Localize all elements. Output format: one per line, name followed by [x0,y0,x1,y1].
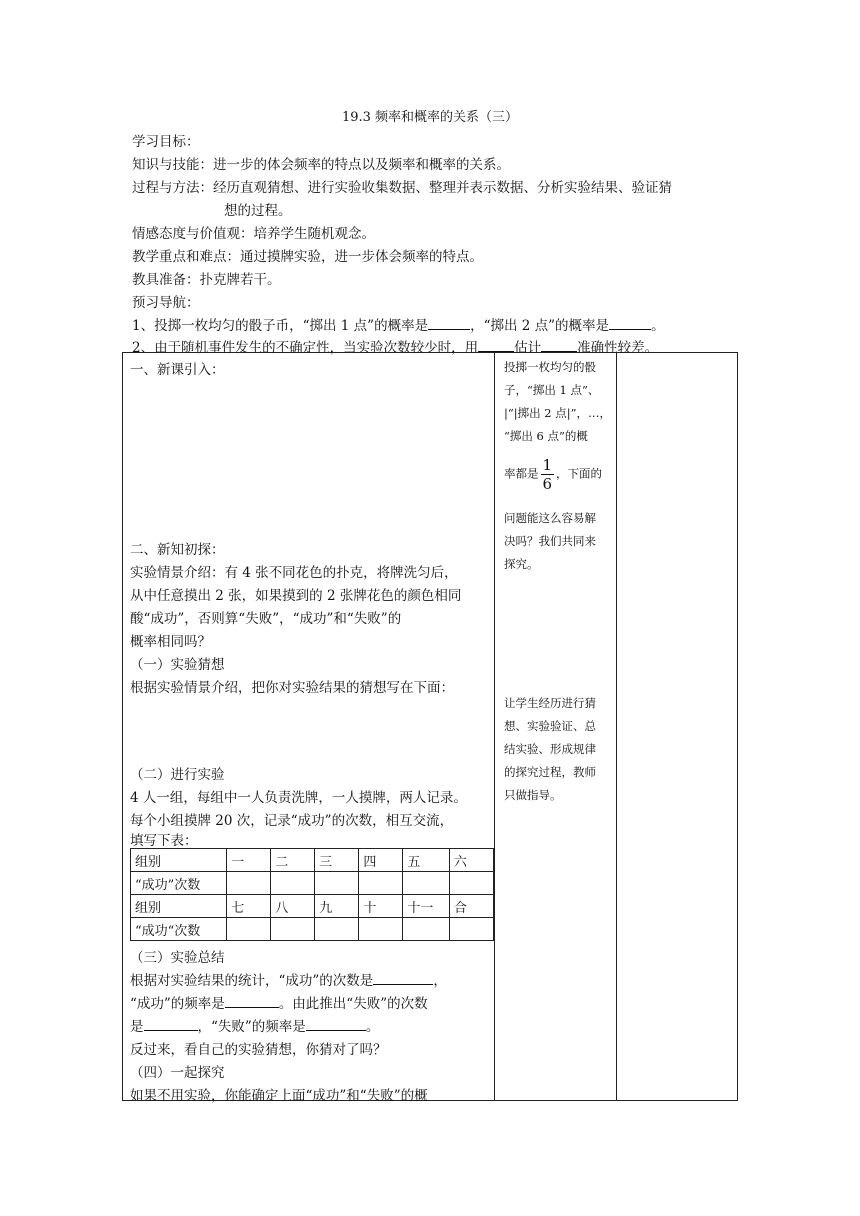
side-line: 问题能这么容易解 [504,511,596,525]
side-note-method [504,692,612,807]
record-table [130,848,494,941]
side-line: 决吗？我们共同来 [504,534,596,548]
preview-2-text-c: 准确性较差。 [577,340,659,356]
table-cell: 十一 [403,895,449,918]
answer-blank[interactable] [428,315,470,330]
table-cell: 二 [271,849,315,872]
table-cell: 一 [227,849,271,872]
goal-attitude: 情感态度与价值观：培养学生随机观念。 [132,226,375,242]
table-input-cell[interactable] [359,918,403,941]
experiment-line: 每个小组摸牌 20 次，记录“成功”的次数，相互交流， [130,813,454,829]
table-cell: 七 [227,895,271,918]
fraction-denominator: 6 [542,475,553,493]
intro-heading: 一、新课引入： [130,362,225,378]
side-line: 只做指导。 [504,788,562,802]
side-line: 子，“掷出 1 点”、 [504,383,600,397]
table-input-cell[interactable] [227,872,271,895]
summary-line [130,1015,379,1035]
experiment-line: 4 人一组，每组中一人负责洗牌，一人摸牌，两人记录。 [130,790,467,806]
table-cell: 合 [449,895,493,918]
summary-line [130,992,428,1012]
side-line: |“|掷出 2 点|”，…， [504,406,612,420]
side-text: 率都是 [504,466,539,481]
fraction-one-sixth [541,456,555,493]
table-input-cell[interactable] [227,918,271,941]
table-row [131,872,494,895]
table-cell: 三 [315,849,359,872]
preview-1-text-b: ，“掷出 2 点”的概率是 [470,318,610,334]
table-cell: 组别 [131,895,227,918]
scenario-line: 概率相同吗？ [130,634,211,650]
answer-blank[interactable] [541,337,577,352]
table-input-cell[interactable] [449,918,493,941]
side-line: “掷出 6 点”的概 [504,429,588,443]
summary-line [130,969,447,989]
table-cell: 组别 [131,849,227,872]
side-line: 的探究过程，教师 [504,765,596,779]
record-table-wrapper [130,848,494,944]
side-note-intro [504,356,612,576]
table-cell: 九 [315,895,359,918]
goal-process: 过程与方法：经历直观猜想、进行实验收集数据、整理并表示数据、分析实验结果、验证猜 [132,180,672,196]
side-line: 探究。 [504,557,539,571]
table-input-cell[interactable] [403,872,449,895]
table-cell: 四 [359,849,403,872]
answer-blank[interactable] [478,337,514,352]
answer-blank[interactable] [306,1016,366,1031]
explore-heading: 二、新知初探： [130,542,225,558]
scenario-line: 酸“成功”，否则算“失败”，“成功”和“失败”的 [130,611,402,627]
table-input-cell[interactable] [403,918,449,941]
table-cell: 五 [403,849,449,872]
table-cell: 十 [359,895,403,918]
table-input-cell[interactable] [315,872,359,895]
table-input-cell[interactable] [271,872,315,895]
goal-knowledge: 知识与技能：进一步的体会频率的特点以及频率和概率的关系。 [132,157,510,173]
preview-1-text-c: 。 [651,318,665,334]
table-input-cell[interactable] [271,918,315,941]
summary-text: 根据对实验结果的统计，“成功”的次数是 [130,973,374,989]
summary-text: “成功”的频率是 [130,996,225,1012]
table-input-cell[interactable] [359,872,403,895]
table-cell: “成功”次数 [131,872,227,895]
side-line: 让学生经历进行猜 [504,696,596,710]
answer-blank[interactable] [373,970,433,985]
table-cell: “成功“次数 [131,918,227,941]
table-input-cell[interactable] [449,872,493,895]
summary-text: ，“失败”的频率是 [197,1019,306,1035]
key-points: 教学重点和难点：通过摸牌实验，进一步体会频率的特点。 [132,249,483,265]
table-input-cell[interactable] [315,918,359,941]
side-line: 投掷一枚均匀的骰 [504,360,596,374]
tools: 教具准备：扑克牌若干。 [132,272,281,288]
answer-blank[interactable] [609,315,651,330]
experiment-line: 填写下表： [130,833,198,849]
preview-2-text-b: 估计 [514,340,542,356]
side-line: 结实验、形成规律 [504,742,596,756]
side-text: ，下面的 [556,466,603,481]
guess-heading: （一）实验猜想 [130,657,225,673]
answer-blank[interactable] [144,1016,198,1031]
side-line-fraction [504,456,612,493]
goal-process-continued: 想的过程。 [224,203,292,219]
table-cell: 八 [271,895,315,918]
guess-text: 根据实验情景介绍，把你对实验结果的猜想写在下面： [130,680,454,696]
preview-heading: 预习导航： [132,295,200,311]
experiment-heading: （二）进行实验 [130,767,225,783]
goals-heading: 学习目标： [132,134,200,150]
page-title: 19.3 频率和概率的关系（三） [341,110,519,125]
summary-text: ， [433,973,447,989]
table-row [131,918,494,941]
preview-1-text-a: 1、投掷一枚均匀的骰子币，“掷出 1 点”的概率是 [132,318,429,334]
side-line: 想、实验验证、总 [504,719,596,733]
summary-text: 是 [130,1019,144,1035]
table-cell: 六 [449,849,493,872]
scenario-line: 从中任意摸出 2 张，如果摸到的 2 张牌花色的颜色相同 [130,588,462,604]
fraction-numerator: 1 [542,456,553,474]
table-row [131,849,494,872]
column-divider [494,352,495,1101]
column-divider [616,352,617,1101]
summary-heading: （三）实验总结 [130,950,225,966]
summary-text: 。由此推出“失败”的次数 [278,996,428,1012]
summary-text: 。 [365,1019,380,1035]
together-heading: （四）一起探究 [130,1065,225,1081]
together-text: 如果不用实验，你能确定上面“成功”和“失败”的概 [130,1088,428,1104]
table-row [131,895,494,918]
preview-2-text-a: 2、由于随机事件发生的不确定性，当实验次数较少时，用 [132,340,479,356]
scenario-line: 实验情景介绍：有 4 张不同花色的扑克，将牌洗匀后， [130,565,458,581]
reflect-text: 反过来，看自己的实验猜想，你猜对了吗？ [130,1042,387,1058]
answer-blank[interactable] [225,993,279,1008]
preview-item-1 [132,314,665,334]
